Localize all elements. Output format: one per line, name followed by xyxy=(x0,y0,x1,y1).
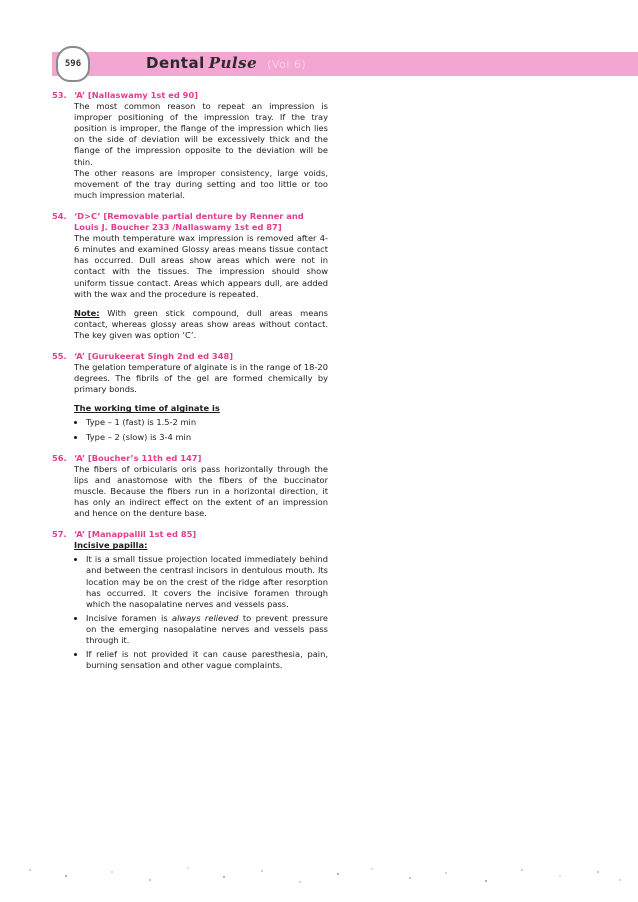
question-number: 55. xyxy=(52,350,67,361)
brand-title xyxy=(146,54,306,74)
answer-paragraph: The other reasons are improper consistency, large voids, movement of the tray during setting and too little or too much impression material. xyxy=(74,167,328,200)
bullet-list xyxy=(74,554,328,671)
header-band xyxy=(52,52,638,76)
question-number: 57. xyxy=(52,529,67,540)
note-label: Note: xyxy=(74,307,100,318)
answer-reference: ‘A’ [Gurukeerat Singh 2nd ed 348] xyxy=(74,350,234,361)
list-item: • If relief is not provided it can cause paresthesia, pain, burning sensation and other vague complaints. xyxy=(86,649,328,671)
scan-noise xyxy=(0,862,638,892)
question-number: 54. xyxy=(52,210,67,221)
answer-54 xyxy=(48,211,328,341)
answer-paragraph: The fibers of orbicularis oris pass horizontally through the lips and anastomose with the fibers of the buccinator muscle. Because the fibers run in a horizontal direction, it has only an indirect effect on the extent of an impression and hence on the denture base. xyxy=(74,463,328,519)
bullet-list xyxy=(74,417,328,442)
answer-column xyxy=(48,90,328,681)
list-item-emphasis: always relieved xyxy=(172,612,239,623)
list-item-text: Incisive foramen is xyxy=(86,612,173,623)
question-number: 56. xyxy=(52,452,67,463)
answer-subheading: Incisive papilla: xyxy=(74,540,148,551)
answer-56 xyxy=(48,453,328,520)
answer-57 xyxy=(48,529,328,671)
page-number: 596 xyxy=(64,59,82,69)
note-text: With green stick compound, dull areas means contact, whereas glossy areas show areas without contact. The key given was option ‘C’. xyxy=(74,307,328,340)
brand-main: Dental xyxy=(146,54,205,72)
answer-53 xyxy=(48,90,328,201)
brand-volume: (Vol 6) xyxy=(267,58,307,71)
list-item-text: to prevent pressure on the emerging nasopalatine nerves and vessels pass through it. xyxy=(86,612,328,646)
answer-reference: ‘D>C’ [Removable partial denture by Renner and Louis J. Boucher 233 /Nallaswamy 1st ed 87] xyxy=(74,210,304,233)
list-item xyxy=(86,613,328,646)
list-item: • Type – 1 (fast) is 1.5-2 min xyxy=(86,417,328,428)
brand-script: Pulse xyxy=(208,54,258,72)
list-item: • It is a small tissue projection located immediately behind and between the centrasl incisors in dentulous mouth. Its location may be on the crest of the ridge after resorption has occurred. It covers the incisive foramen through which the nasopalatine nerves and vessels pass. xyxy=(86,554,328,609)
answer-reference: ‘A’ [Nallaswamy 1st ed 90] xyxy=(74,90,199,100)
list-item: • Type – 2 (slow) is 3-4 min xyxy=(86,432,328,443)
answer-reference: ‘A’ [Boucher’s 11th ed 147] xyxy=(74,452,202,463)
answer-paragraph: The gelation temperature of alginate is in the range of 18-20 degrees. The fibrils of the gel are formed chemically by primary bonds. xyxy=(74,362,328,395)
answer-55 xyxy=(48,351,328,443)
answer-paragraph: The most common reason to repeat an impression is improper positioning of the impression tray. If the tray position is improper, the flange of the impression which lies on the side of deviation will be excessively thick and the flange of the impression opposite to the deviation will be thin. xyxy=(74,101,328,167)
answer-reference: ‘A’ [Manappallil 1st ed 85] xyxy=(74,529,197,540)
answer-note xyxy=(74,308,328,341)
answer-subheading: The working time of alginate is xyxy=(74,403,220,414)
question-number: 53. xyxy=(52,90,67,100)
answer-paragraph: The mouth temperature wax impression is removed after 4-6 minutes and examined Glossy areas means tissue contact has occurred. Dull areas show areas which were not in contact with the tissues. The impression should show uniform tissue contact. Areas which appears dull, are added with the wax and the procedure is repeated. xyxy=(74,233,328,299)
tooth-icon xyxy=(56,46,90,82)
